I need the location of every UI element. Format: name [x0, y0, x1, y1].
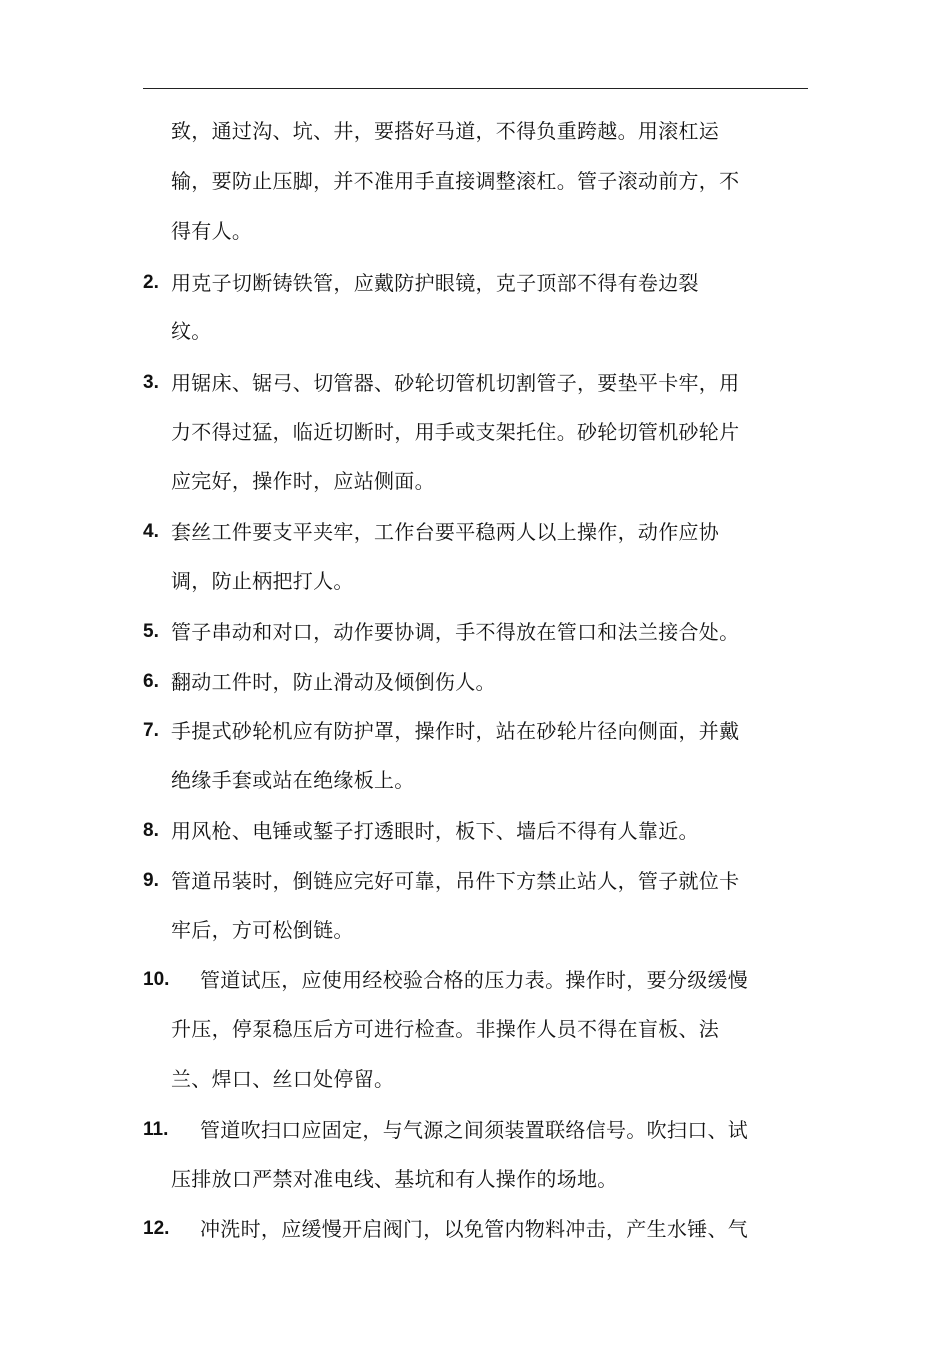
- list-item-line: 套丝工件要支平夹牢，工作台要平稳两人以上操作，动作应协: [171, 520, 720, 544]
- item-number: 11.: [143, 1119, 169, 1140]
- list-item-line: 升压，停泵稳压后方可进行检查。非操作人员不得在盲板、法: [171, 1017, 720, 1041]
- item-number: 6.: [143, 671, 159, 692]
- list-item-line: 兰、焊口、丝口处停留。: [171, 1067, 395, 1091]
- list-item-line: 管道试压，应使用经校验合格的压力表。操作时，要分级缓慢: [200, 968, 749, 992]
- item-number: 8.: [143, 820, 159, 841]
- list-item-line: 管道吹扫口应固定，与气源之间须装置联络信号。吹扫口、试: [200, 1118, 749, 1142]
- list-item-line: 管子串动和对口，动作要协调，手不得放在管口和法兰接合处。: [171, 620, 740, 644]
- list-item-line: 用风枪、电锤或錾子打透眼时，板下、墙后不得有人靠近。: [171, 819, 699, 843]
- list-item-line: 牢后，方可松倒链。: [171, 918, 354, 942]
- list-item-line: 用克子切断铸铁管，应戴防护眼镜，克子顶部不得有卷边裂: [171, 271, 699, 295]
- list-item-line: 绝缘手套或站在绝缘板上。: [171, 768, 415, 792]
- list-item-line: 用锯床、锯弓、切管器、砂轮切管机切割管子，要垫平卡牢，用: [171, 371, 740, 395]
- item-number: 10.: [143, 969, 170, 990]
- paragraph-line: 得有人。: [171, 219, 253, 243]
- list-item-line: 管道吊装时，倒链应完好可靠，吊件下方禁止站人，管子就位卡: [171, 869, 740, 893]
- item-number: 12.: [143, 1218, 170, 1239]
- paragraph-line: 致，通过沟、坑、井，要搭好马道，不得负重跨越。用滚杠运: [171, 119, 720, 143]
- list-item-line: 应完好，操作时，应站侧面。: [171, 469, 435, 493]
- list-item-line: 力不得过猛，临近切断时，用手或支架托住。砂轮切管机砂轮片: [171, 420, 740, 444]
- item-number: 3.: [143, 372, 159, 393]
- list-item-line: 冲洗时，应缓慢开启阀门，以免管内物料冲击，产生水锤、气: [200, 1217, 749, 1241]
- item-number: 5.: [143, 621, 159, 642]
- list-item-line: 压排放口严禁对准电线、基坑和有人操作的场地。: [171, 1167, 618, 1191]
- paragraph-line: 输，要防止压脚，并不准用手直接调整滚杠。管子滚动前方，不: [171, 169, 740, 193]
- item-number: 7.: [143, 720, 159, 741]
- item-number: 4.: [143, 521, 159, 542]
- item-number: 2.: [143, 272, 159, 293]
- list-item-line: 纹。: [171, 319, 212, 343]
- list-item-line: 翻动工件时，防止滑动及倾倒伤人。: [171, 670, 496, 694]
- list-item-line: 手提式砂轮机应有防护罩，操作时，站在砂轮片径向侧面，并戴: [171, 719, 740, 743]
- item-number: 9.: [143, 870, 159, 891]
- list-item-line: 调，防止柄把打人。: [171, 569, 354, 593]
